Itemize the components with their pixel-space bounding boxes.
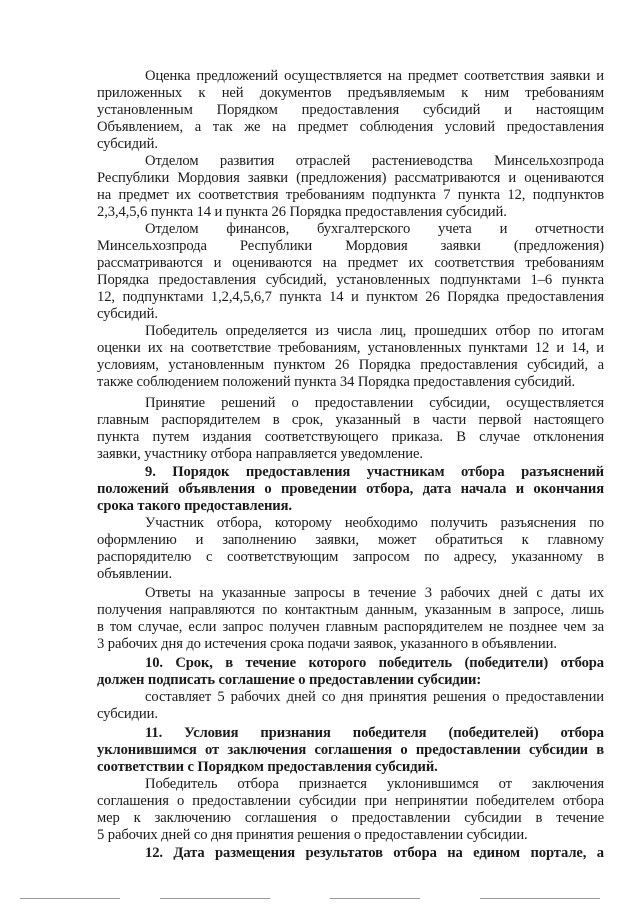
paragraph-line: условиям, установленным пунктом 26 Порядка предоставления субсидий, а [97, 357, 604, 373]
paragraph-line: Порядка предоставления субсидий, установленных подпунктами 1–6 пункта [97, 272, 604, 288]
paragraph-line: субсидий. [97, 136, 158, 152]
paragraph-line: объявлении. [97, 566, 173, 582]
paragraph-line: Ответы на указанные запросы в течение 3 рабочих дней с даты их [145, 585, 604, 601]
paragraph-line: также соблюдением положений пункта 34 Порядка предоставления субсидий. [97, 374, 576, 390]
paragraph-line: распорядителю с соответствующим запросом по адресу, указанному в [97, 549, 604, 565]
paragraph-line: получения направляются по контактным данным, указанным в запросе, лишь [97, 602, 604, 618]
scan-mark [20, 898, 120, 899]
scan-mark [160, 898, 270, 899]
paragraph-line: Участник отбора, которому необходимо получить разъяснения по [145, 515, 604, 531]
paragraph-line: субсидий. [97, 306, 158, 322]
paragraph-line: мер к заключению соглашения о предоставлении субсидии в течение [97, 810, 604, 826]
section-heading-line: срока такого предоставления. [97, 498, 292, 514]
paragraph-line: оформлению и заполнению заявки, может обратиться к главному [97, 532, 604, 548]
paragraph-line: оценки их на соответствие требованиям, установленных пунктами 12 и 14, и [97, 340, 604, 356]
section-heading-line: должен подписать соглашение о предоставлении субсидии: [97, 672, 482, 688]
paragraph-line: приложенных к ней документов предъявляемым к ним требованиям [97, 85, 604, 101]
scan-mark [480, 898, 600, 899]
paragraph-line: Объявлением, а так же на предмет соблюдения условий предоставления [97, 119, 604, 135]
scan-bottom-edge [0, 893, 640, 905]
section-heading-line: 12. Дата размещения результатов отбора на едином портале, а [145, 845, 604, 861]
paragraph-line: Минсельхозпрода Республики Мордовия заявки (предложения) [97, 238, 604, 254]
paragraph-line: Победитель отбора признается уклонившимся от заключения [145, 776, 604, 792]
paragraph-line: 5 рабочих дней со дня принятия решения о предоставлении субсидии. [97, 827, 528, 843]
paragraph-line: составляет 5 рабочих дней со дня принятия решения о предоставлении [145, 689, 604, 705]
paragraph-line: заявки, участнику отбора направляется уведомление. [97, 446, 423, 462]
scan-mark [330, 898, 420, 899]
paragraph-line: Отделом развития отраслей растениеводства Минсельхозпрода [145, 153, 604, 169]
paragraph-line: Принятие решений о предоставлении субсидии, осуществляется [145, 395, 604, 411]
section-heading-line: соответствии с Порядком предоставления субсидий. [97, 759, 438, 775]
section-heading-line: уклонившимся от заключения соглашения о предоставлении субсидии в [97, 742, 604, 758]
paragraph-line: рассматриваются и оцениваются на предмет их соответствия требованиям [97, 255, 604, 271]
section-heading-line: 11. Условия признания победителя (победителей) отбора [145, 725, 604, 741]
paragraph-line: главным распорядителем в срок, указанный в части первой настоящего [97, 412, 604, 428]
paragraph-line: соглашения о предоставлении субсидии при непринятии победителем отбора [97, 793, 604, 809]
paragraph-line: Оценка предложений осуществляется на предмет соответствия заявки и [145, 68, 604, 84]
paragraph-line: установленным Порядком предоставления субсидий и настоящим [97, 102, 604, 118]
paragraph-line: 12, подпунктами 1,2,4,5,6,7 пункта 14 и пунктом 26 Порядка предоставления [97, 289, 604, 305]
paragraph-line: Победитель определяется из числа лиц, прошедших отбор по итогам [145, 323, 604, 339]
paragraph-line: пункта путем издания соответствующего приказа. В случае отклонения [97, 429, 604, 445]
paragraph-line: в том случае, если запрос получен главным распорядителем не позднее чем за [97, 619, 604, 635]
paragraph-line: Республики Мордовия заявки (предложения) рассматриваются и оцениваются [97, 170, 604, 186]
section-heading-line: 9. Порядок предоставления участникам отбора разъяснений [145, 464, 604, 480]
section-heading-line: 10. Срок, в течение которого победитель (победители) отбора [145, 655, 604, 671]
paragraph-line: Отделом финансов, бухгалтерского учета и отчетности [145, 221, 604, 237]
paragraph-line: 2,3,4,5,6 пункта 14 и пункта 26 Порядка предоставления субсидий. [97, 204, 507, 220]
section-heading-line: положений объявления о проведении отбора, дата начала и окончания [97, 481, 604, 497]
paragraph-line: на предмет их соответствия требованиям подпункта 7 пункта 12, подпунктов [97, 187, 604, 203]
paragraph-line: 3 рабочих дня до истечения срока подачи заявок, указанного в объявлении. [97, 636, 557, 652]
paragraph-line: субсидии. [97, 706, 158, 722]
